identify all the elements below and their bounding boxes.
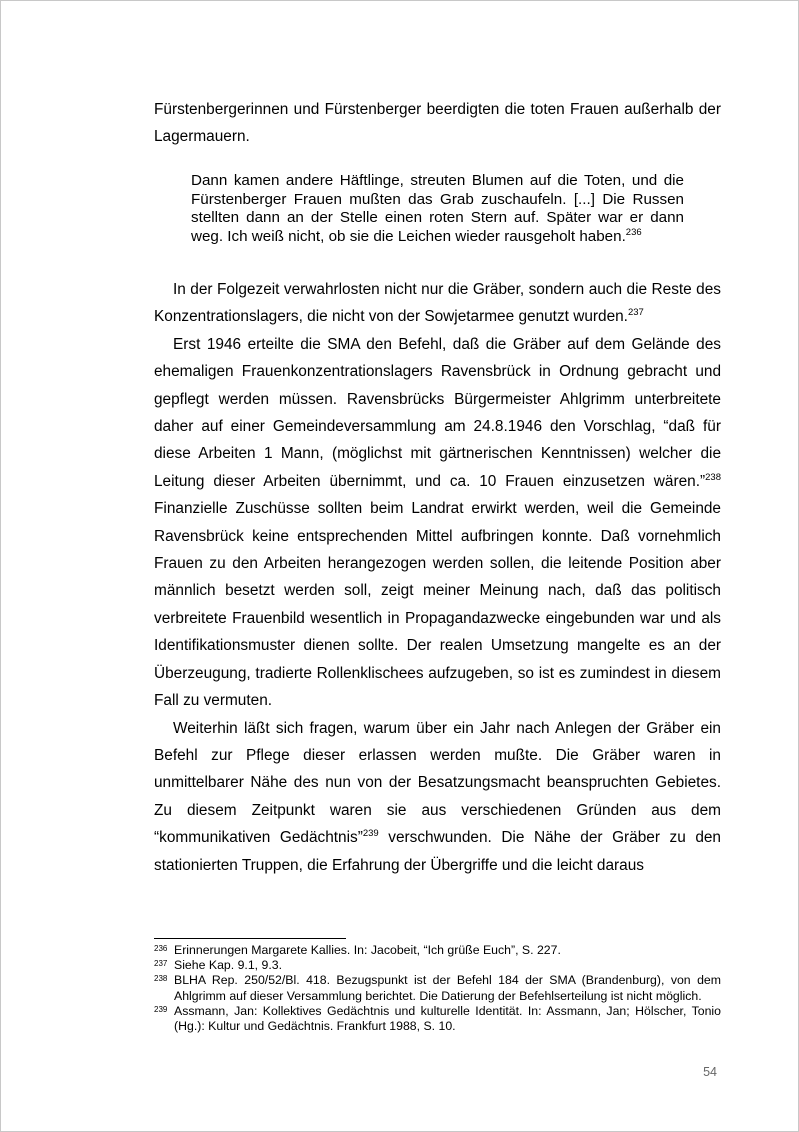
footnote-ref-239[interactable]: 239 (362, 828, 379, 840)
footnote-text: Erinnerungen Margarete Kallies. In: Jacobeit, “Ich grüße Euch”, S. 227. (174, 943, 561, 957)
footnote-237 (154, 958, 721, 973)
footnote-number: 239 (154, 1004, 168, 1014)
block-quote (191, 172, 684, 247)
footnote-text: BLHA Rep. 250/52/Bl. 418. Bezugspunkt ist der Befehl 184 der SMA (Brandenburg), von dem Ahlgrimm auf dieser Versammlung berichtet. Die Datierung der Befehlserteilung ist nicht möglich. (174, 973, 721, 1003)
main-text (154, 276, 721, 879)
footnotes (154, 943, 721, 1034)
footnote-238 (154, 973, 721, 1003)
footnote-text: Siehe Kap. 9.1, 9.3. (174, 958, 283, 973)
paragraph-sma-order-text-b: Finanzielle Zuschüsse sollten beim Landrat erwirkt werden, weil die Gemeinde Ravensbrück keine entsprechenden Mittel aufbringen konnte. Daß vornehmlich Frauen zu den Arbeiten herangezogen werden sollen, die leitende Position aber männlich besetzt werden soll, zeigt meiner Meinung nach, daß das politisch verbreitete Frauenbild wesentlich in Propagandazwecke eingebunden war und als Identifikationsmuster dienen sollte. Der realen Umsetzung mangelte es an der Überzeugung, tradierte Rollenklischees aufzugeben, so ist es zumindest in diesem Fall zu vermuten. (154, 500, 721, 710)
footnote-number: 236 (154, 944, 168, 953)
paragraph-memory-text-a: Weiterhin läßt sich fragen, warum über ein Jahr nach Anlegen der Gräber ein Befehl zur Pflege dieser erlassen werden mußte. Die Gräber waren in unmittelbarer Nähe des nun von der Besatzungsmacht beanspruchten Gebietes. Zu diesem Zeitpunkt waren sie aus verschiedenen Gründen aus dem “kommunikativen Gedächtnis” (154, 719, 721, 847)
footnote-236 (154, 943, 721, 958)
footnote-separator (154, 938, 346, 939)
paragraph-memory (154, 715, 721, 879)
paragraph-sma-order (154, 331, 721, 715)
footnote-ref-237[interactable]: 237 (627, 307, 644, 319)
paragraph-aftermath (154, 276, 721, 331)
paragraph-sma-order-text-a: Erst 1946 erteilte die SMA den Befehl, daß die Gräber auf dem Gelände des ehemaligen Frauenkonzentrationslagers Ravensbrück in Ordnung gebracht und gepflegt werden müssen. Ravensbrücks Bürgermeister Ahlgrimm unterbreitete daher auf einer Gemeindeversammlung am 24.8.1946 den Vorschlag, “daß für diese Arbeiten 1 Mann, (möglichst mit gärtnerischen Kenntnissen) welcher die Leitung dieser Arbeiten übernimmt, und ca. 10 Frauen einzusetzen wären.” (154, 335, 721, 490)
footnote-number: 238 (154, 974, 168, 984)
footnote-239 (154, 1004, 721, 1034)
intro-paragraph-text: Fürstenbergerinnen und Fürstenberger beerdigten die toten Frauen außerhalb der Lagermauern. (154, 101, 721, 146)
footnote-ref-238[interactable]: 238 (705, 471, 721, 483)
footnote-ref-236[interactable]: 236 (625, 227, 642, 239)
page-number: 54 (703, 1065, 717, 1079)
footnote-number: 237 (154, 959, 168, 969)
block-quote-text: Dann kamen andere Häftlinge, streuten Blumen auf die Toten, und die Fürstenberger Frauen mußten das Grab zuschaufeln. [...] Die Russen stellten dann an der Stelle einen roten Stern auf. Später war er dann weg. Ich weiß nicht, ob sie die Leichen wieder rausgeholt haben. (191, 172, 684, 246)
paragraph-aftermath-text: In der Folgezeit verwahrlosten nicht nur die Gräber, sondern auch die Reste des Konzentrationslagers, die nicht von der Sowjetarmee genutzt wurden. (154, 281, 721, 326)
intro-paragraph (154, 96, 721, 151)
footnote-text: Assmann, Jan: Kollektives Gedächtnis und kulturelle Identität. In: Assmann, Jan; Hölscher, Tonio (Hg.): Kultur und Gedächtnis. Frankfurt 1988, S. 10. (174, 1003, 721, 1034)
paragraph-memory-text-b: verschwunden. Die Nähe der Gräber zu den stationierten Truppen, die Erfahrung der Übergriffe und die leicht daraus (154, 829, 721, 874)
